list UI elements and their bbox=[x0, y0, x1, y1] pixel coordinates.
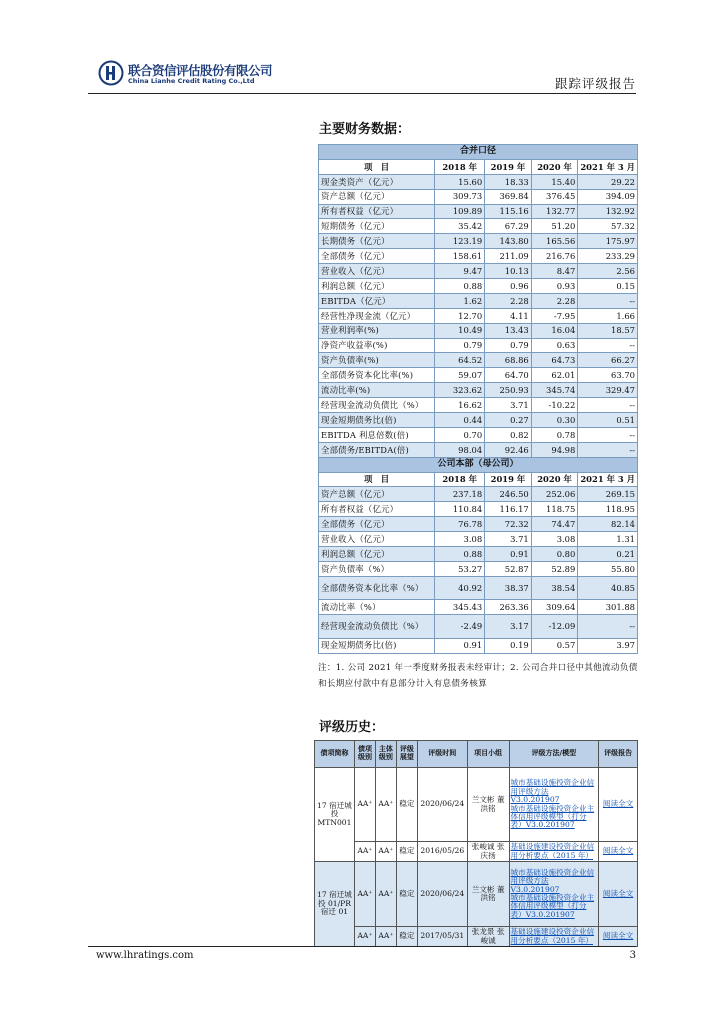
rating-methods bbox=[509, 862, 599, 927]
read-report-link[interactable]: 阅读全文 bbox=[599, 862, 638, 927]
read-report-link[interactable]: 阅读全文 bbox=[599, 927, 638, 947]
row-label: 流动比率（%） bbox=[319, 600, 435, 615]
row-value: 123.19 bbox=[435, 234, 485, 249]
row-value: 64.70 bbox=[485, 368, 532, 383]
row-label: 资产总额（亿元） bbox=[319, 487, 435, 502]
column-header-item: 项 目 bbox=[319, 159, 435, 174]
rating-header-cell: 项目小组 bbox=[467, 741, 509, 768]
row-value: 0.80 bbox=[531, 547, 578, 562]
row-label: 所有者权益（亿元） bbox=[319, 502, 435, 517]
row-value: 0.44 bbox=[435, 413, 485, 428]
issuer-level: AA⁺ bbox=[375, 768, 396, 842]
row-value: 74.47 bbox=[531, 517, 578, 532]
row-value: -- bbox=[578, 427, 638, 442]
rating-methods bbox=[509, 768, 599, 842]
row-value: 3.71 bbox=[485, 398, 532, 413]
row-value: 59.07 bbox=[435, 368, 485, 383]
team: 兰文彬 董洪铭 bbox=[467, 862, 509, 927]
row-value: 38.37 bbox=[485, 576, 532, 600]
row-label: 全部债务（亿元） bbox=[319, 517, 435, 532]
row-value: 0.91 bbox=[435, 638, 485, 653]
row-value: 12.70 bbox=[435, 308, 485, 323]
rating-header-cell: 主体级别 bbox=[375, 741, 396, 768]
row-value: 0.30 bbox=[531, 413, 578, 428]
column-header-year: 2021 年 3 月 bbox=[578, 159, 638, 174]
row-value: 269.15 bbox=[578, 487, 638, 502]
consolidated-row bbox=[319, 383, 638, 398]
consolidated-row bbox=[319, 338, 638, 353]
row-value: 309.64 bbox=[531, 600, 578, 615]
method-link[interactable]: 基础设施建设投资企业信用分析要点（2015 年） bbox=[510, 842, 595, 860]
rating-methods bbox=[509, 842, 599, 862]
issuer-level: AA⁺ bbox=[375, 842, 396, 862]
row-value: 0.15 bbox=[578, 279, 638, 294]
parent-row bbox=[319, 547, 638, 562]
row-value: -- bbox=[578, 442, 638, 457]
column-header-year: 2018 年 bbox=[435, 472, 485, 487]
row-value: -10.22 bbox=[531, 398, 578, 413]
row-value: 309.73 bbox=[435, 189, 485, 204]
footer-divider bbox=[88, 946, 636, 947]
date: 2020/06/24 bbox=[417, 768, 467, 842]
row-label: EBITDA 利息倍数(倍) bbox=[319, 427, 435, 442]
method-link[interactable]: 城市基础设施投资企业信用评级方法 V3.0.201907 bbox=[510, 778, 595, 805]
row-value: 76.78 bbox=[435, 517, 485, 532]
outlook: 稳定 bbox=[396, 862, 417, 927]
row-value: 165.56 bbox=[531, 234, 578, 249]
row-label: 经营现金流动负债比（%） bbox=[319, 615, 435, 639]
report-type: 跟踪评级报告 bbox=[554, 76, 636, 91]
parent-row bbox=[319, 561, 638, 576]
row-label: 资产总额（亿元） bbox=[319, 189, 435, 204]
row-value: 67.29 bbox=[485, 219, 532, 234]
row-value: 115.16 bbox=[485, 204, 532, 219]
outlook: 稳定 bbox=[396, 768, 417, 842]
bond-level: AA⁺ bbox=[354, 768, 375, 842]
consolidated-row bbox=[319, 204, 638, 219]
consolidated-row bbox=[319, 249, 638, 264]
row-value: 132.77 bbox=[531, 204, 578, 219]
row-value: 345.74 bbox=[531, 383, 578, 398]
row-value: 394.09 bbox=[578, 189, 638, 204]
rating-header-cell: 债项级别 bbox=[354, 741, 375, 768]
row-value: 250.93 bbox=[485, 383, 532, 398]
row-value: 376.45 bbox=[531, 189, 578, 204]
page-number: 3 bbox=[629, 950, 636, 961]
row-value: 82.14 bbox=[578, 517, 638, 532]
row-value: 16.62 bbox=[435, 398, 485, 413]
row-value: 118.75 bbox=[531, 502, 578, 517]
row-value: 63.70 bbox=[578, 368, 638, 383]
consolidated-row bbox=[319, 368, 638, 383]
row-value: 0.96 bbox=[485, 279, 532, 294]
date: 2017/05/31 bbox=[417, 927, 467, 947]
row-label: 营业收入（亿元） bbox=[319, 532, 435, 547]
row-value: -- bbox=[578, 293, 638, 308]
header-divider bbox=[88, 93, 636, 94]
consolidated-row bbox=[319, 264, 638, 279]
parent-column-header bbox=[319, 472, 638, 487]
row-label: 资产负债率(%) bbox=[319, 353, 435, 368]
row-label: 净资产收益率(%) bbox=[319, 338, 435, 353]
rating-header-cell: 评级方法/模型 bbox=[509, 741, 599, 768]
consolidated-row bbox=[319, 413, 638, 428]
row-label: 长期债务（亿元） bbox=[319, 234, 435, 249]
consolidated-caption: 合并口径 bbox=[319, 145, 638, 160]
row-value: 0.51 bbox=[578, 413, 638, 428]
bond-name: 17 宿迁城投 01/PR 宿迁 01 bbox=[315, 862, 355, 947]
consolidated-row bbox=[319, 353, 638, 368]
parent-row bbox=[319, 600, 638, 615]
row-label: 流动比率(%) bbox=[319, 383, 435, 398]
rating-header-cell: 债项简称 bbox=[315, 741, 355, 768]
column-header-year: 2019 年 bbox=[485, 159, 532, 174]
rating-header-cell: 评级时间 bbox=[417, 741, 467, 768]
parent-row bbox=[319, 615, 638, 639]
parent-caption: 公司本部（母公司） bbox=[319, 457, 638, 472]
row-label: 全部债务资本化比率(%) bbox=[319, 368, 435, 383]
column-header-year: 2019 年 bbox=[485, 472, 532, 487]
bond-level: AA⁺ bbox=[354, 927, 375, 947]
financials-note: 注：1. 公司 2021 年一季度财务报表未经审计；2. 公司合并口径中其他流动负债和长期应付款中有息部分计入有息债务核算 bbox=[318, 663, 638, 689]
row-value: -- bbox=[578, 338, 638, 353]
row-value: 110.84 bbox=[435, 502, 485, 517]
row-value: 0.88 bbox=[435, 547, 485, 562]
bond-level: AA⁺ bbox=[354, 842, 375, 862]
row-value: 323.62 bbox=[435, 383, 485, 398]
row-value: 2.28 bbox=[485, 293, 532, 308]
column-header-year: 2018 年 bbox=[435, 159, 485, 174]
row-value: 4.11 bbox=[485, 308, 532, 323]
row-value: 158.61 bbox=[435, 249, 485, 264]
consolidated-row bbox=[319, 219, 638, 234]
row-value: 0.70 bbox=[435, 427, 485, 442]
row-value: 246.50 bbox=[485, 487, 532, 502]
row-label: 现金短期债务比(倍) bbox=[319, 638, 435, 653]
row-value: 53.27 bbox=[435, 561, 485, 576]
row-label: 营业利润率(%) bbox=[319, 323, 435, 338]
column-header-year: 2020 年 bbox=[531, 159, 578, 174]
row-value: -7.95 bbox=[531, 308, 578, 323]
row-value: 64.52 bbox=[435, 353, 485, 368]
row-value: 237.18 bbox=[435, 487, 485, 502]
row-value: 55.80 bbox=[578, 561, 638, 576]
row-value: 0.93 bbox=[531, 279, 578, 294]
row-value: 29.22 bbox=[578, 174, 638, 189]
row-value: -2.49 bbox=[435, 615, 485, 639]
parent-row bbox=[319, 576, 638, 600]
row-value: 98.04 bbox=[435, 442, 485, 457]
row-label: 经营性净现金流（亿元） bbox=[319, 308, 435, 323]
row-value: 0.63 bbox=[531, 338, 578, 353]
row-value: 16.04 bbox=[531, 323, 578, 338]
parent-row bbox=[319, 532, 638, 547]
row-value: 18.33 bbox=[485, 174, 532, 189]
row-value: 143.80 bbox=[485, 234, 532, 249]
row-label: EBITDA（亿元） bbox=[319, 293, 435, 308]
team: 张峻诚 张庆扬 bbox=[467, 842, 509, 862]
row-value: 66.27 bbox=[578, 353, 638, 368]
row-value: 15.40 bbox=[531, 174, 578, 189]
company-name-en: China Lianhe Credit Rating Co.,Ltd bbox=[128, 77, 255, 85]
row-value: 1.66 bbox=[578, 308, 638, 323]
rating-history-title: 评级历史： bbox=[319, 720, 385, 735]
row-label: 短期债务（亿元） bbox=[319, 219, 435, 234]
row-value: 13.43 bbox=[485, 323, 532, 338]
consolidated-row bbox=[319, 442, 638, 457]
method-link[interactable]: 城市基础设施投资企业信用评级方法 V3.0.201907 bbox=[510, 867, 595, 894]
row-value: 0.27 bbox=[485, 413, 532, 428]
row-label: 利润总额（亿元） bbox=[319, 547, 435, 562]
row-value: 1.62 bbox=[435, 293, 485, 308]
row-value: 9.47 bbox=[435, 264, 485, 279]
row-value: 0.21 bbox=[578, 547, 638, 562]
column-header-item: 项 目 bbox=[319, 472, 435, 487]
row-label: 经营现金流动负债比（%） bbox=[319, 398, 435, 413]
row-label: 资产负债率（%） bbox=[319, 561, 435, 576]
consolidated-row bbox=[319, 234, 638, 249]
row-value: 10.13 bbox=[485, 264, 532, 279]
row-value: 38.54 bbox=[531, 576, 578, 600]
rating-methods bbox=[509, 927, 599, 947]
financial-table bbox=[318, 144, 638, 654]
rating-history-row bbox=[315, 862, 638, 927]
parent-row bbox=[319, 517, 638, 532]
rating-header-cell: 评级展望 bbox=[396, 741, 417, 768]
row-value: 3.97 bbox=[578, 638, 638, 653]
company-name-cn: 联合资信评估股份有限公司 bbox=[128, 63, 273, 78]
row-value: 62.01 bbox=[531, 368, 578, 383]
date: 2020/06/24 bbox=[417, 862, 467, 927]
row-value: 0.57 bbox=[531, 638, 578, 653]
row-value: 40.85 bbox=[578, 576, 638, 600]
financials-title: 主要财务数据： bbox=[319, 122, 411, 137]
row-value: 0.78 bbox=[531, 427, 578, 442]
row-value: -- bbox=[578, 615, 638, 639]
row-value: 263.36 bbox=[485, 600, 532, 615]
issuer-level: AA⁺ bbox=[375, 862, 396, 927]
read-report-link[interactable]: 阅读全文 bbox=[599, 768, 638, 842]
row-value: 35.42 bbox=[435, 219, 485, 234]
rating-history-row bbox=[315, 842, 638, 862]
row-value: 345.43 bbox=[435, 600, 485, 615]
outlook: 稳定 bbox=[396, 842, 417, 862]
method-link[interactable]: 城市基础设施投资企业主体信用评级模型（打分表）V3.0.201907 bbox=[510, 893, 595, 919]
row-value: 2.28 bbox=[531, 293, 578, 308]
rating-history-row bbox=[315, 927, 638, 947]
row-value: 52.89 bbox=[531, 561, 578, 576]
row-value: 116.17 bbox=[485, 502, 532, 517]
row-value: 3.08 bbox=[435, 532, 485, 547]
row-value: 51.20 bbox=[531, 219, 578, 234]
row-value: 329.47 bbox=[578, 383, 638, 398]
row-value: -12.09 bbox=[531, 615, 578, 639]
rating-history-row bbox=[315, 768, 638, 842]
bond-name: 17 宿迁城投 MTN001 bbox=[315, 768, 355, 862]
row-value: 57.32 bbox=[578, 219, 638, 234]
parent-caption-row bbox=[319, 457, 638, 472]
row-label: 全部债务（亿元） bbox=[319, 249, 435, 264]
row-value: 216.76 bbox=[531, 249, 578, 264]
consolidated-row bbox=[319, 308, 638, 323]
row-value: 211.09 bbox=[485, 249, 532, 264]
row-value: 233.29 bbox=[578, 249, 638, 264]
row-value: 0.19 bbox=[485, 638, 532, 653]
consolidated-row bbox=[319, 398, 638, 413]
issuer-level: AA⁺ bbox=[375, 927, 396, 947]
company-logo bbox=[98, 60, 273, 88]
row-value: 0.88 bbox=[435, 279, 485, 294]
consolidated-row bbox=[319, 323, 638, 338]
consolidated-row bbox=[319, 189, 638, 204]
row-label: 所有者权益（亿元） bbox=[319, 204, 435, 219]
row-value: 0.82 bbox=[485, 427, 532, 442]
row-label: 现金短期债务比(倍) bbox=[319, 413, 435, 428]
rating-history-header bbox=[315, 741, 638, 768]
row-value: 301.88 bbox=[578, 600, 638, 615]
row-value: 175.97 bbox=[578, 234, 638, 249]
row-value: 15.60 bbox=[435, 174, 485, 189]
method-link[interactable]: 城市基础设施投资企业主体信用评级模型（打分表）V3.0.201907 bbox=[510, 803, 595, 830]
method-link[interactable]: 基础设施建设投资企业信用分析要点（2015 年） bbox=[510, 927, 595, 945]
row-label: 利润总额（亿元） bbox=[319, 279, 435, 294]
row-value: 40.92 bbox=[435, 576, 485, 600]
column-header-year: 2020 年 bbox=[531, 472, 578, 487]
rating-header-cell: 评级报告 bbox=[599, 741, 638, 768]
row-label: 全部债务/EBITDA(倍) bbox=[319, 442, 435, 457]
row-value: 0.79 bbox=[435, 338, 485, 353]
row-value: -- bbox=[578, 398, 638, 413]
bond-level: AA⁺ bbox=[354, 862, 375, 927]
rating-history-table bbox=[314, 740, 638, 947]
footer-website: www.lhratings.com bbox=[96, 950, 194, 961]
parent-row bbox=[319, 638, 638, 653]
row-value: 18.57 bbox=[578, 323, 638, 338]
row-value: 3.17 bbox=[485, 615, 532, 639]
row-value: 8.47 bbox=[531, 264, 578, 279]
row-label: 现金类资产（亿元） bbox=[319, 174, 435, 189]
outlook: 稳定 bbox=[396, 927, 417, 947]
parent-row bbox=[319, 502, 638, 517]
consolidated-caption-row bbox=[319, 145, 638, 160]
row-value: 10.49 bbox=[435, 323, 485, 338]
row-value: 109.89 bbox=[435, 204, 485, 219]
consolidated-row bbox=[319, 293, 638, 308]
row-value: 0.79 bbox=[485, 338, 532, 353]
row-value: 68.86 bbox=[485, 353, 532, 368]
consolidated-row bbox=[319, 174, 638, 189]
row-value: 118.95 bbox=[578, 502, 638, 517]
lianhe-logo-icon bbox=[98, 60, 124, 86]
consolidated-column-header bbox=[319, 159, 638, 174]
date: 2016/05/26 bbox=[417, 842, 467, 862]
row-value: 2.56 bbox=[578, 264, 638, 279]
consolidated-row bbox=[319, 279, 638, 294]
parent-row bbox=[319, 487, 638, 502]
team: 兰文彬 董洪铭 bbox=[467, 768, 509, 842]
row-value: 3.71 bbox=[485, 532, 532, 547]
row-label: 营业收入（亿元） bbox=[319, 264, 435, 279]
read-report-link[interactable]: 阅读全文 bbox=[599, 842, 638, 862]
row-value: 132.92 bbox=[578, 204, 638, 219]
row-value: 252.06 bbox=[531, 487, 578, 502]
row-value: 3.08 bbox=[531, 532, 578, 547]
consolidated-row bbox=[319, 427, 638, 442]
row-value: 72.32 bbox=[485, 517, 532, 532]
row-value: 94.98 bbox=[531, 442, 578, 457]
column-header-year: 2021 年 3 月 bbox=[578, 472, 638, 487]
team: 张龙景 张峻诚 bbox=[467, 927, 509, 947]
row-value: 369.84 bbox=[485, 189, 532, 204]
row-value: 92.46 bbox=[485, 442, 532, 457]
row-value: 52.87 bbox=[485, 561, 532, 576]
row-label: 全部债务资本化比率（%） bbox=[319, 576, 435, 600]
row-value: 64.73 bbox=[531, 353, 578, 368]
row-value: 1.31 bbox=[578, 532, 638, 547]
row-value: 0.91 bbox=[485, 547, 532, 562]
